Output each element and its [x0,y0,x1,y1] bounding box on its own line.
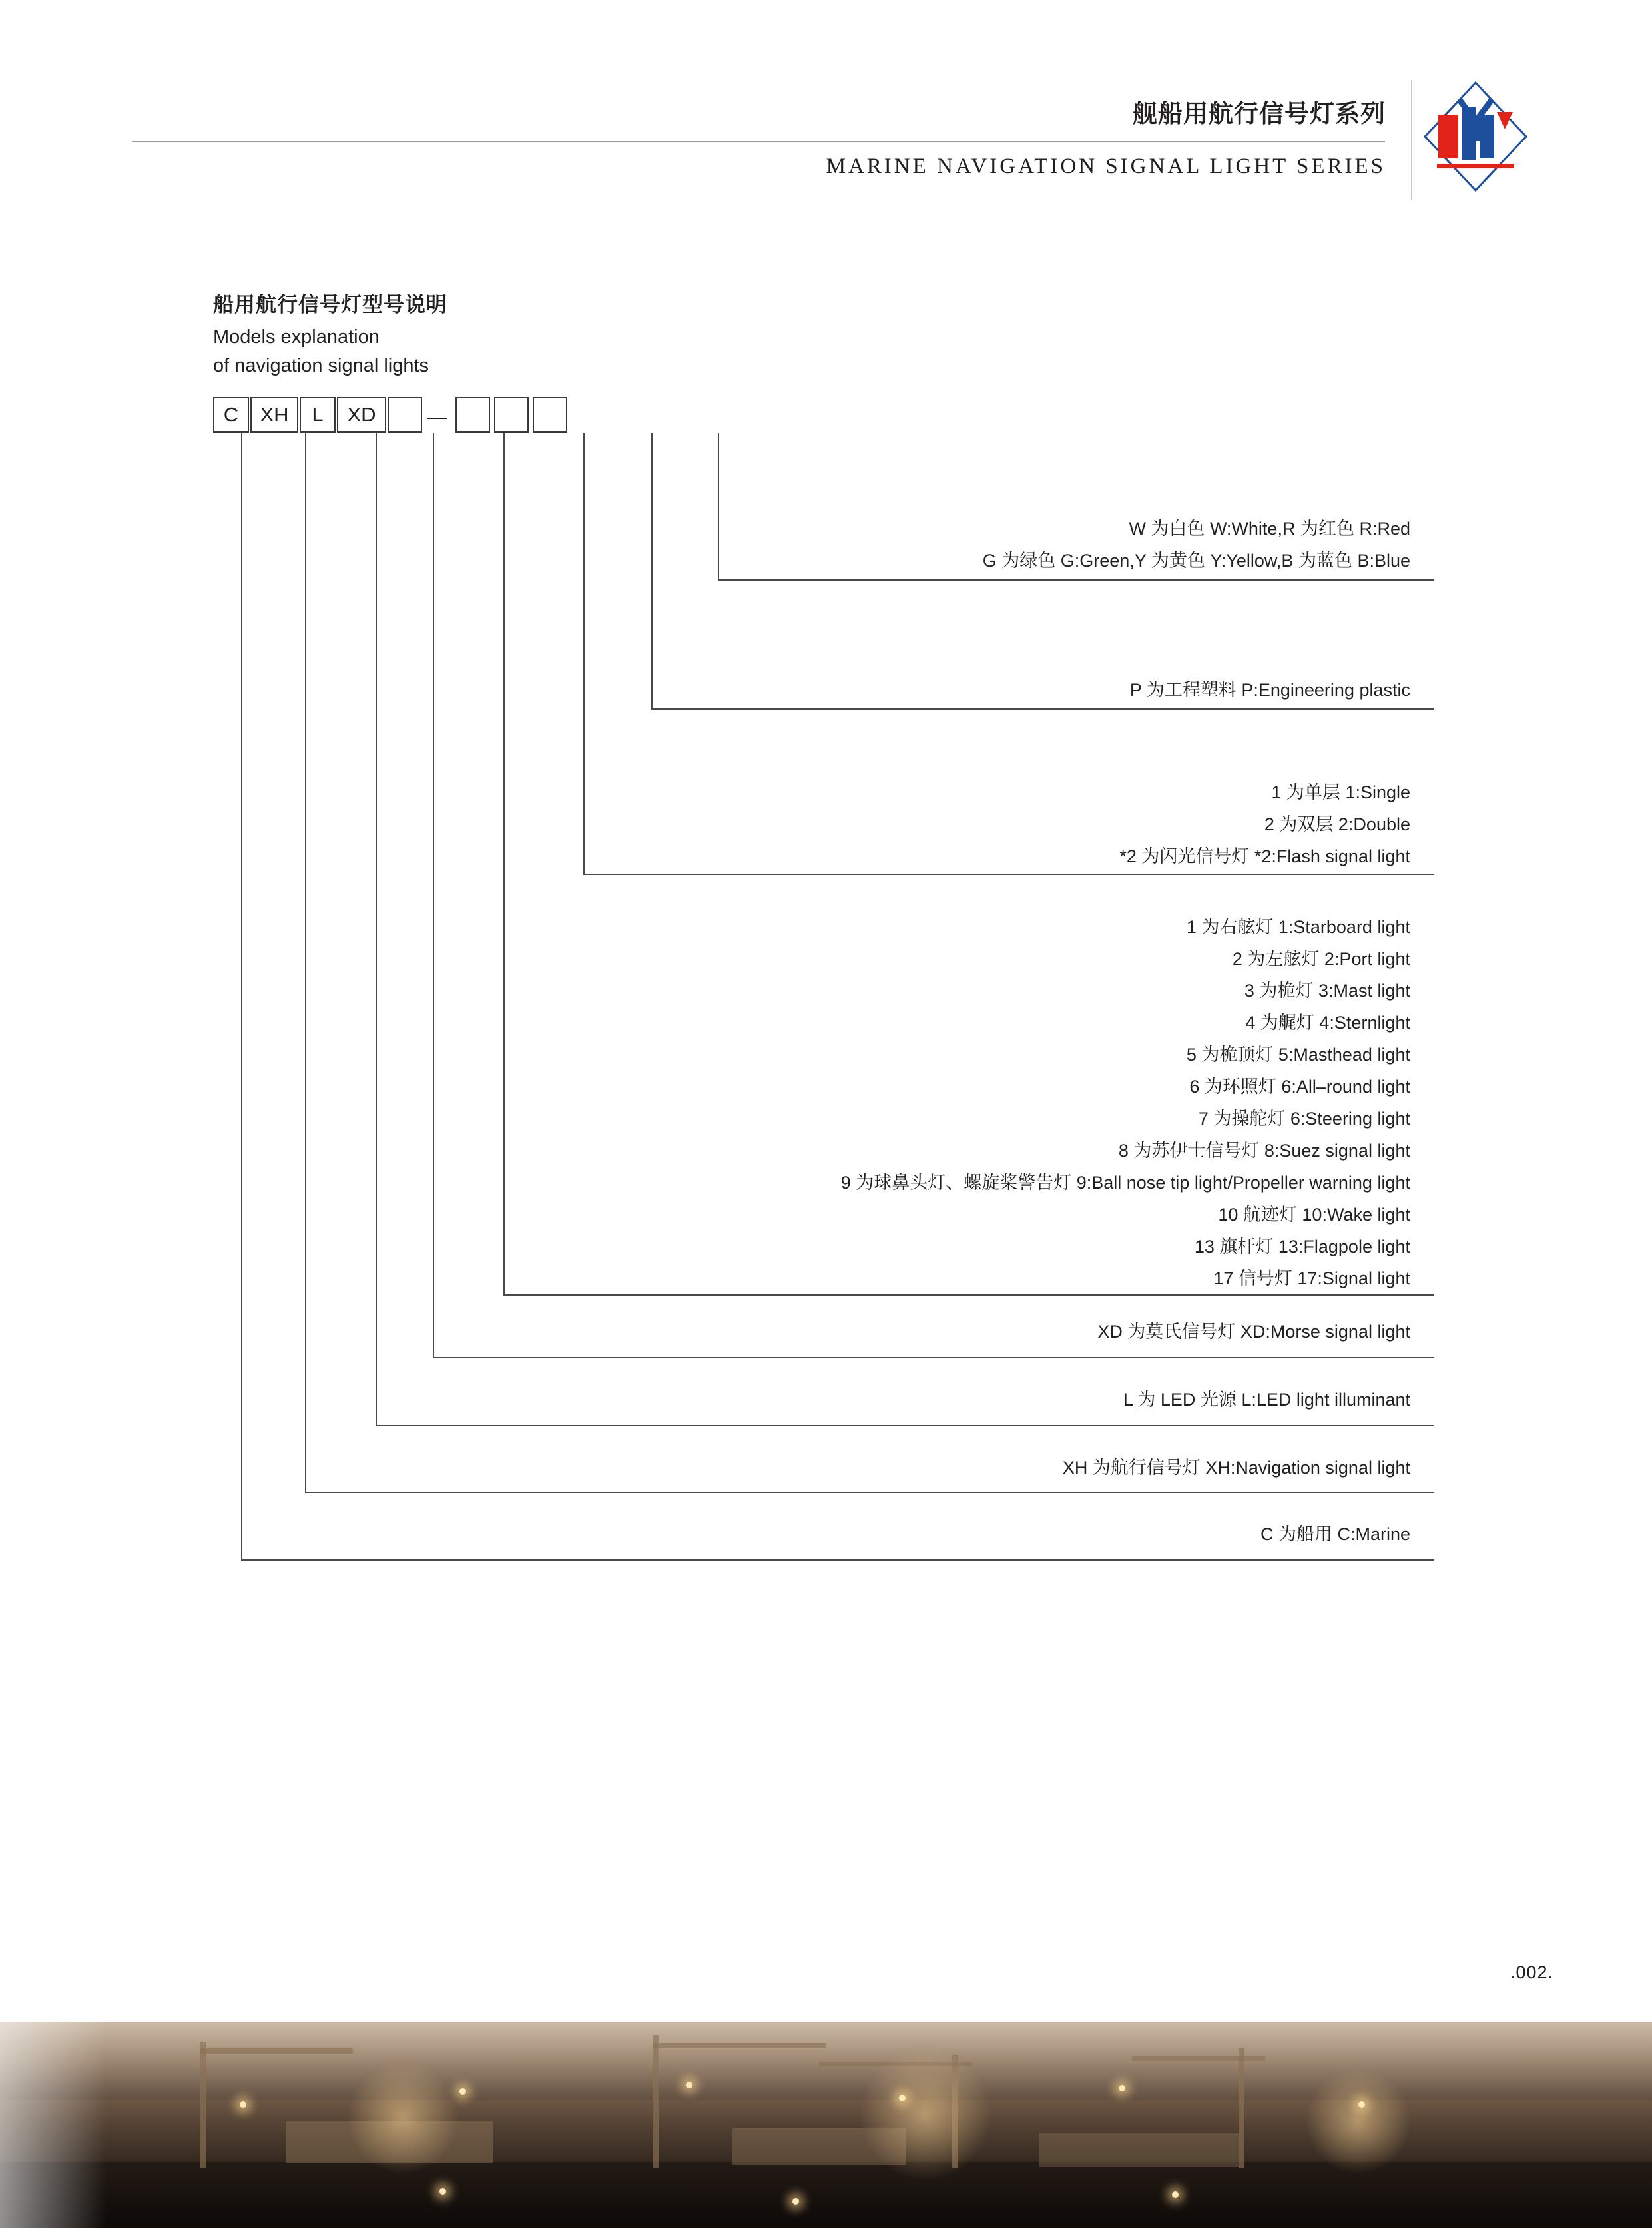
note-light-type-line-2: 2 为左舷灯 2:Port light [1232,949,1410,969]
note-morse-line-1: XD 为莫氏信号灯 XD:Morse signal light [1097,1322,1410,1342]
note-light-type-line-5: 5 为桅顶灯 5:Masthead light [1186,1045,1410,1065]
leader-line-marine-horizontal [241,1559,1434,1561]
leader-line-lighttype-vertical [503,433,505,1296]
note-light-type-line-9: 9 为球鼻头灯、螺旋桨警告灯 9:Ball nose tip light/Propeller warning light [840,1173,1410,1193]
leader-line-morse-vertical [433,433,434,1358]
leader-line-layer-vertical [583,433,585,875]
leader-line-layer-horizontal [583,874,1434,875]
code-box-l: L [300,397,336,433]
crane-boom [1132,2056,1265,2061]
note-layer-line-2: 2 为双层 2:Double [1264,814,1410,834]
company-diamond-logo [1422,80,1529,193]
port-lamp-reflection [1172,2191,1179,2198]
code-box-type [388,397,422,433]
note-color-line-2: G 为绿色 G:Green,Y 为黄色 Y:Yellow,B 为蓝色 B:Blue [982,551,1410,571]
crane-boom [653,2043,826,2048]
note-light-type-line-12: 17 信号灯 17:Signal light [1213,1268,1410,1288]
code-box-xh: XH [250,397,298,433]
port-lamp-reflection [792,2198,799,2205]
code-box-c: C [213,397,249,433]
leader-line-navigation-vertical [305,433,306,1493]
leader-line-material-vertical [651,433,653,710]
crane-mast [200,2042,206,2168]
header-vertical-rule [1411,80,1412,200]
note-navigation-line-1: XH 为航行信号灯 XH:Navigation signal light [1062,1458,1410,1478]
leader-line-color-horizontal [718,579,1434,581]
note-material-line-1: P 为工程塑料 P:Engineering plastic [1129,680,1410,700]
port-lamp [1119,2085,1125,2091]
code-box-layer [455,397,490,433]
note-layer-line-3: *2 为闪光信号灯 *2:Flash signal light [1119,846,1410,866]
note-group-material [1130,674,1410,706]
light-glow [346,2062,459,2175]
note-marine-line-1: C 为船用 C:Marine [1260,1524,1410,1544]
crane-mast [1239,2048,1244,2168]
photo-water [0,2162,1652,2228]
footer-port-photo [0,2022,1652,2228]
note-group-light-type [841,911,1410,1294]
port-lamp [240,2101,246,2108]
note-light-type-line-8: 8 为苏伊士信号灯 8:Suez signal light [1118,1141,1410,1161]
leader-line-source-horizontal [376,1425,1434,1426]
port-lamp [459,2088,466,2095]
leader-line-lighttype-horizontal [503,1294,1434,1296]
note-group-color [983,513,1410,577]
photo-left-fade [0,2022,107,2228]
section-title-en-line2: of navigation signal lights [213,355,429,376]
leader-line-color-vertical [718,433,719,581]
note-group-marine [1260,1518,1410,1550]
container-stack [1039,2133,1239,2167]
header-divider-line [132,141,1385,142]
header-title-cn: 舰船用航行信号灯系列 [1133,100,1386,127]
crane-mast [653,2035,659,2168]
port-lamp [1358,2101,1365,2108]
leader-line-material-horizontal [651,708,1434,710]
note-group-morse [1097,1316,1410,1348]
note-group-navigation [1063,1452,1410,1484]
port-lamp [899,2095,906,2101]
note-source-line-1: L 为 LED 光源 L:LED light illuminant [1123,1390,1410,1410]
page-header [0,0,1652,220]
section-title-en-line1: Models explanation [213,326,380,348]
port-lamp [686,2082,692,2088]
note-light-type-line-7: 7 为操舵灯 6:Steering light [1198,1109,1410,1129]
note-group-layer [1119,776,1410,872]
leader-line-source-vertical [376,433,377,1426]
crane-boom [200,2048,353,2054]
page-number: .002. [1510,1962,1553,1982]
light-glow [859,2048,992,2181]
note-group-source [1123,1384,1410,1416]
code-box-color [533,397,567,433]
section-title-cn: 船用航行信号灯型号说明 [213,293,447,316]
note-light-type-line-11: 13 旗杆灯 13:Flagpole light [1194,1237,1410,1256]
note-light-type-line-4: 4 为艉灯 4:Sternlight [1245,1013,1410,1033]
code-box-material [494,397,529,433]
note-light-type-line-10: 10 航迹灯 10:Wake light [1218,1205,1410,1225]
note-light-type-line-6: 6 为环照灯 6:All–round light [1189,1077,1410,1097]
header-title-en: MARINE NAVIGATION SIGNAL LIGHT SERIES [826,154,1386,178]
leader-line-marine-vertical [241,433,242,1561]
leader-line-morse-horizontal [433,1357,1434,1358]
note-light-type-line-3: 3 为桅灯 3:Mast light [1244,981,1410,1001]
code-box-xd: XD [337,397,386,433]
note-color-line-1: W 为白色 W:White,R 为红色 R:Red [1129,519,1410,539]
note-layer-line-1: 1 为单层 1:Single [1271,782,1410,802]
light-glow [1305,2068,1412,2175]
code-separator-dash: — [427,406,447,428]
port-lamp-reflection [439,2188,446,2195]
note-light-type-line-1: 1 为右舷灯 1:Starboard light [1186,917,1410,937]
leader-line-navigation-horizontal [305,1492,1434,1493]
